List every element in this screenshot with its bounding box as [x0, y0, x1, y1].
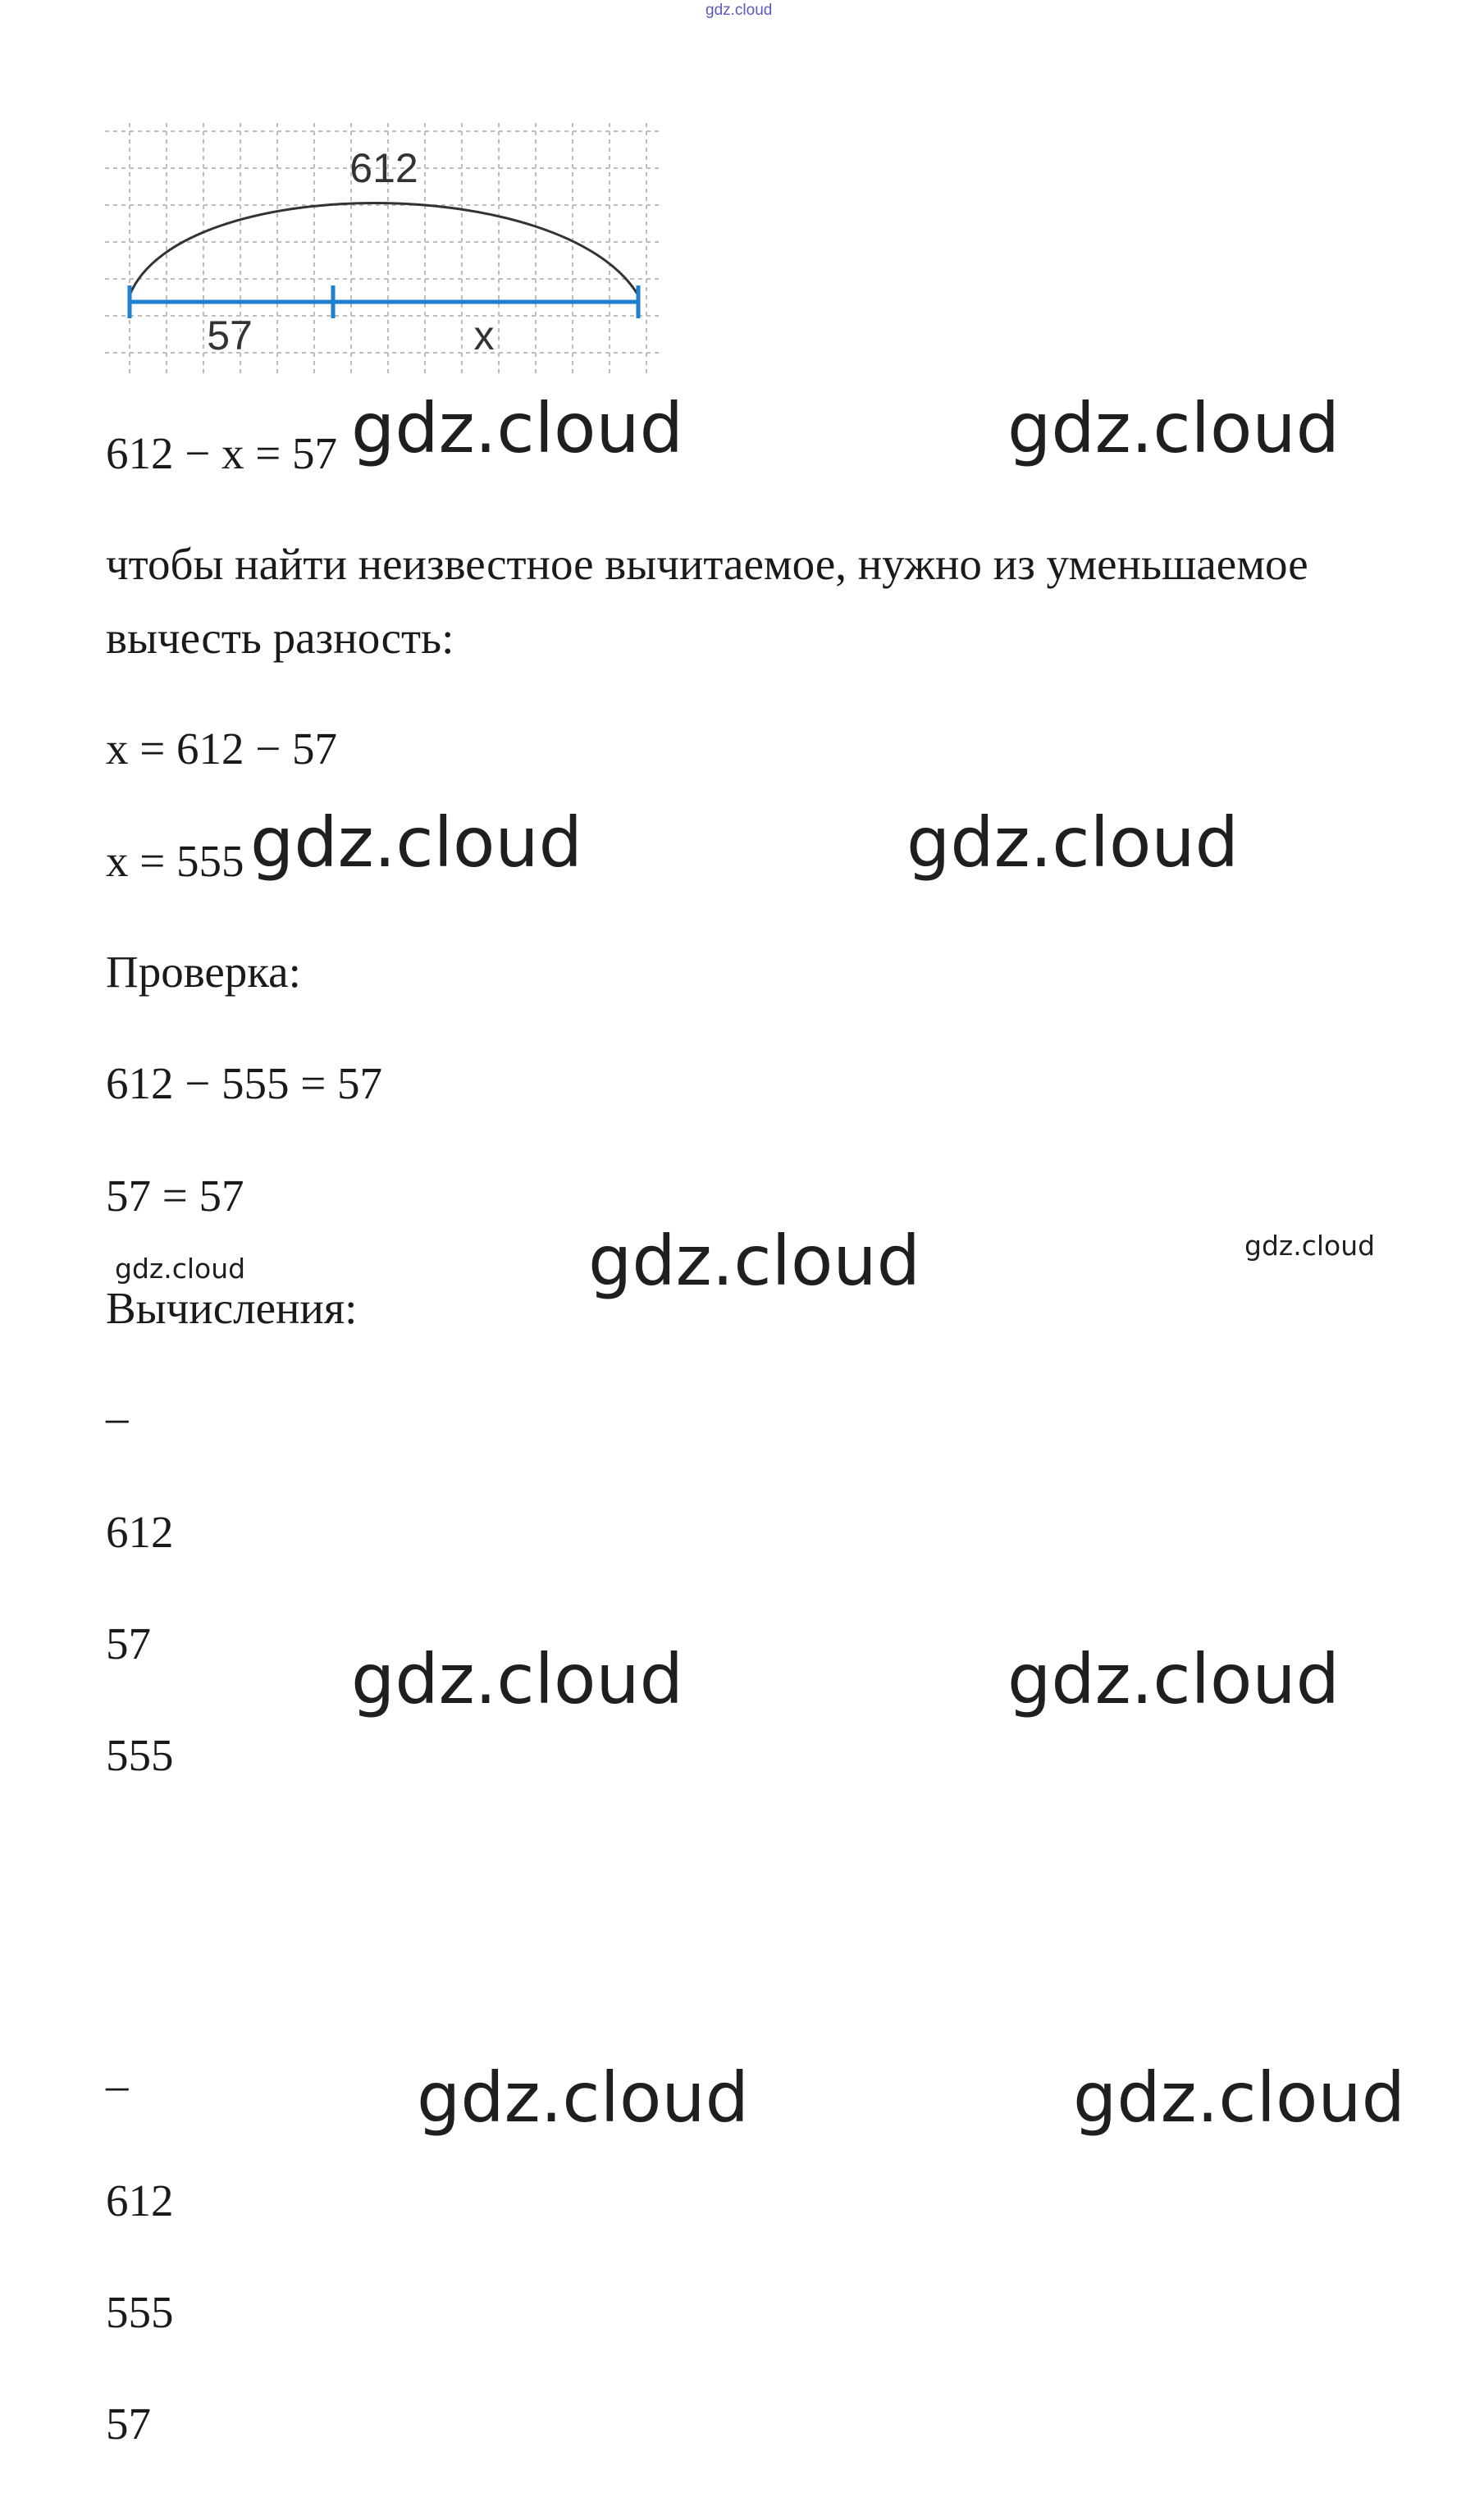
calculations-title: Вычисления:	[106, 1283, 358, 1333]
solution-step-2: x = 555	[106, 836, 244, 886]
calc1-minuend: 612	[106, 1507, 174, 1557]
left-segment-label: 57	[207, 313, 253, 358]
watermark: gdz.cloud	[1007, 1639, 1340, 1719]
watermark: gdz.cloud	[351, 388, 683, 468]
rule-text-line-2: вычесть разность:	[106, 613, 454, 663]
calc1-subtrahend: 57	[106, 1618, 151, 1669]
segment-diagram	[105, 123, 663, 377]
total-arc	[130, 203, 638, 296]
calc2-result: 57	[106, 2399, 151, 2449]
watermark: gdz.cloud	[115, 1253, 246, 1285]
check-line-2: 57 = 57	[106, 1171, 244, 1221]
calc1-result: 555	[106, 1730, 174, 1780]
check-title: Проверка:	[106, 947, 301, 997]
watermark: gdz.cloud	[250, 802, 582, 883]
right-segment-label: x	[473, 313, 495, 358]
watermark: gdz.cloud	[1244, 1230, 1376, 1262]
watermark: gdz.cloud	[588, 1221, 920, 1301]
watermark: gdz.cloud	[1007, 388, 1340, 468]
solution-step-1: x = 612 − 57	[106, 724, 338, 774]
calc1-sign: –	[106, 1392, 129, 1442]
watermark: gdz.cloud	[1073, 2057, 1405, 2138]
total-label: 612	[349, 145, 418, 191]
rule-text-line-1: чтобы найти неизвестное вычитаемое, нужно из уменьшаемое	[106, 539, 1308, 589]
calc2-subtrahend: 555	[106, 2287, 174, 2337]
watermark: gdz.cloud	[417, 2057, 749, 2138]
watermark: gdz.cloud	[351, 1639, 683, 1719]
watermark: gdz.cloud	[906, 802, 1239, 883]
header-watermark: gdz.cloud	[705, 2, 773, 19]
calc2-minuend: 612	[106, 2175, 174, 2226]
calc2-sign: –	[106, 2060, 129, 2110]
equation: 612 − x = 57	[106, 428, 338, 478]
check-line-1: 612 − 555 = 57	[106, 1058, 383, 1108]
